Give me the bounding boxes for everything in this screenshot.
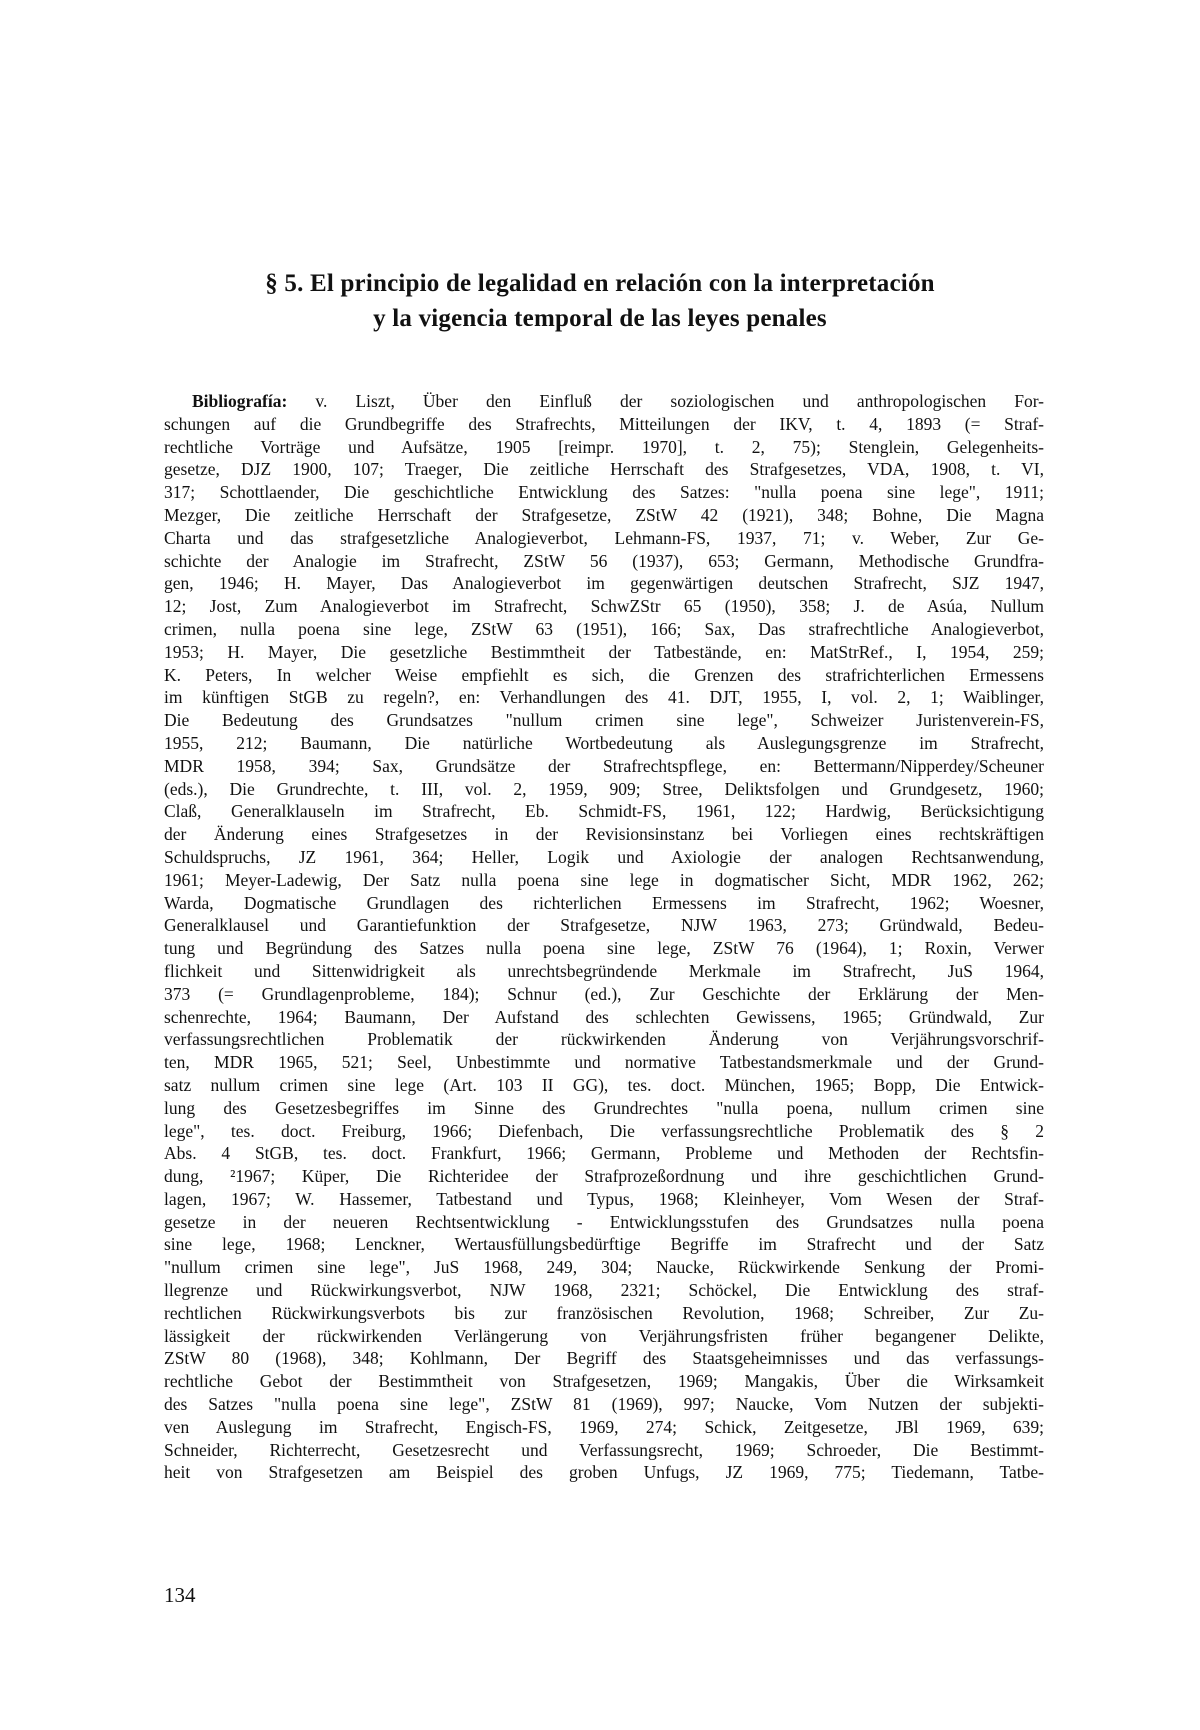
section-heading [150, 266, 1050, 336]
bibliography-line: Generalklausel und Garantiefunktion der Strafgesetze, NJW 1963, 273; Gründwald, Bedeu- [164, 915, 1044, 936]
bibliography-line: 1955, 212; Baumann, Die natürliche Wortbedeutung als Auslegungsgrenze im Strafrecht, [164, 732, 1044, 753]
bibliography-line: rechtliche Vorträge und Aufsätze, 1905 [reimpr. 1970], t. 2, 75); Stenglein, Gelegenheits- [164, 436, 1044, 457]
bibliography-line: 1953; H. Mayer, Die gesetzliche Bestimmtheit der Tatbestände, en: MatStrRef., I, 1954, 259; [164, 641, 1044, 662]
bibliography-paragraph [164, 390, 1044, 1484]
bibliography-line: K. Peters, In welcher Weise empfiehlt es sich, die Grenzen des strafrichterlichen Ermessens [164, 664, 1044, 685]
bibliography-line: satz nullum crimen sine lege (Art. 103 II GG), tes. doct. München, 1965; Bopp, Die Entwick- [164, 1074, 1044, 1095]
bibliography-line: Claß, Generalklauseln im Strafrecht, Eb. Schmidt-FS, 1961, 122; Hardwig, Berücksichtigung [164, 801, 1044, 822]
bibliography-line: crimen, nulla poena sine lege, ZStW 63 (1951), 166; Sax, Das strafrechtliche Analogieverbot, [164, 618, 1044, 639]
bibliography-line: llegrenze und Rückwirkungsverbot, NJW 1968, 2321; Schöckel, Die Entwicklung des straf- [164, 1280, 1044, 1301]
bibliography-line: gesetze in der neueren Rechtsentwicklung - Entwicklungsstufen des Grundsatzes nulla poena [164, 1211, 1044, 1232]
bibliography-line: Warda, Dogmatische Grundlagen des richterlichen Ermessens im Strafrecht, 1962; Woesner, [164, 892, 1044, 913]
bibliography-line: Mezger, Die zeitliche Herrschaft der Strafgesetze, ZStW 42 (1921), 348; Bohne, Die Magna [164, 504, 1044, 525]
bibliography-line: ten, MDR 1965, 521; Seel, Unbestimmte und normative Tatbestandsmerkmale und der Grund- [164, 1052, 1044, 1073]
bibliography-line: Schuldspruchs, JZ 1961, 364; Heller, Logik und Axiologie der analogen Rechtsanwendung, [164, 846, 1044, 867]
bibliography-label: Bibliografía: [192, 391, 288, 411]
bibliography-line: tung und Begründung des Satzes nulla poena sine lege, ZStW 76 (1964), 1; Roxin, Verwer [164, 938, 1044, 959]
bibliography-line: 12; Jost, Zum Analogieverbot im Strafrecht, SchwZStr 65 (1950), 358; J. de Asúa, Nullum [164, 596, 1044, 617]
bibliography-line: gesetze, DJZ 1900, 107; Traeger, Die zeitliche Herrschaft des Strafgesetzes, VDA, 1908, t. VI, [164, 459, 1044, 480]
bibliography-line: lege", tes. doct. Freiburg, 1966; Diefenbach, Die verfassungsrechtliche Problematik des § 2 [164, 1120, 1044, 1141]
bibliography-line: des Satzes "nulla poena sine lege", ZStW 81 (1969), 997; Naucke, Vom Nutzen der subjekti- [164, 1394, 1044, 1415]
bibliography-line: Die Bedeutung des Grundsatzes "nullum crimen sine lege", Schweizer Juristenverein-FS, [164, 710, 1044, 731]
bibliography-line: 373 (= Grundlagenprobleme, 184); Schnur (ed.), Zur Geschichte der Erklärung der Men- [164, 983, 1044, 1004]
bibliography-line: heit von Strafgesetzen am Beispiel des groben Unfugs, JZ 1969, 775; Tiedemann, Tatbe- [164, 1462, 1044, 1483]
bibliography-line: im künftigen StGB zu regeln?, en: Verhandlungen des 41. DJT, 1955, I, vol. 2, 1; Waiblinger, [164, 687, 1044, 708]
bibliography-line: (eds.), Die Grundrechte, t. III, vol. 2, 1959, 909; Stree, Deliktsfolgen und Grundgesetz, 1960; [164, 778, 1044, 799]
bibliography-line: schungen auf die Grundbegriffe des Strafrechts, Mitteilungen der IKV, t. 4, 1893 (= Straf- [164, 413, 1044, 434]
bibliography-line: schenrechte, 1964; Baumann, Der Aufstand des schlechten Gewissens, 1965; Gründwald, Zur [164, 1006, 1044, 1027]
bibliography-line: Schneider, Richterrecht, Gesetzesrecht und Verfassungsrecht, 1969; Schroeder, Die Bestimmt- [164, 1439, 1044, 1460]
bibliography-line: flichkeit und Sittenwidrigkeit als unrechtsbegründende Merkmale im Strafrecht, JuS 1964, [164, 960, 1044, 981]
bibliography-line [164, 390, 1044, 413]
bibliography-line: sine lege, 1968; Lenckner, Wertausfüllungsbedürftige Begriffe im Strafrecht und der Satz [164, 1234, 1044, 1255]
bibliography-line: dung, ²1967; Küper, Die Richteridee der Strafprozeßordnung und ihre geschichtlichen Grund- [164, 1166, 1044, 1187]
bibliography-line: schichte der Analogie im Strafrecht, ZStW 56 (1937), 653; Germann, Methodische Grundfra- [164, 550, 1044, 571]
bibliography-line-text: v. Liszt, Über den Einfluß der soziologischen und anthropologischen For- [287, 391, 1044, 411]
bibliography-line: lässigkeit der rückwirkenden Verlängerung von Verjährungsfristen früher begangener Delikte, [164, 1325, 1044, 1346]
section-heading-line-1: § 5. El principio de legalidad en relación con la interpretación [265, 270, 935, 297]
bibliography-line: lagen, 1967; W. Hassemer, Tatbestand und Typus, 1968; Kleinheyer, Vom Wesen der Straf- [164, 1188, 1044, 1209]
section-heading-line-2: y la vigencia temporal de las leyes penales [373, 305, 827, 332]
bibliography-line: gen, 1946; H. Mayer, Das Analogieverbot im gegenwärtigen deutschen Strafrecht, SJZ 1947, [164, 573, 1044, 594]
bibliography-line: rechtliche Gebot der Bestimmtheit von Strafgesetzen, 1969; Mangakis, Über die Wirksamkeit [164, 1371, 1044, 1392]
bibliography-line: MDR 1958, 394; Sax, Grundsätze der Strafrechtspflege, en: Bettermann/Nipperdey/Scheuner [164, 755, 1044, 776]
bibliography-line: ZStW 80 (1968), 348; Kohlmann, Der Begriff des Staatsgeheimnisses und das verfassungs- [164, 1348, 1044, 1369]
bibliography-line: ven Auslegung im Strafrecht, Engisch-FS, 1969, 274; Schick, Zeitgesetze, JBl 1969, 639; [164, 1416, 1044, 1437]
bibliography-line: der Änderung eines Strafgesetzes in der Revisionsinstanz bei Vorliegen eines rechtskräftigen [164, 824, 1044, 845]
page-number: 134 [164, 1583, 196, 1607]
bibliography-line: verfassungsrechtlichen Problematik der rückwirkenden Änderung von Verjährungsvorschrif- [164, 1029, 1044, 1050]
bibliography-line: Charta und das strafgesetzliche Analogieverbot, Lehmann-FS, 1937, 71; v. Weber, Zur Ge- [164, 527, 1044, 548]
bibliography-line: 317; Schottlaender, Die geschichtliche Entwicklung des Satzes: "nulla poena sine lege", 1911; [164, 482, 1044, 503]
bibliography-line: 1961; Meyer-Ladewig, Der Satz nulla poena sine lege in dogmatischer Sicht, MDR 1962, 262; [164, 869, 1044, 890]
bibliography-line: Abs. 4 StGB, tes. doct. Frankfurt, 1966; Germann, Probleme und Methoden der Rechtsfin- [164, 1143, 1044, 1164]
bibliography-line: rechtlichen Rückwirkungsverbots bis zur französischen Revolution, 1968; Schreiber, Zur Zu- [164, 1302, 1044, 1323]
bibliography-line: "nullum crimen sine lege", JuS 1968, 249, 304; Naucke, Rückwirkende Senkung der Promi- [164, 1257, 1044, 1278]
bibliography-line: lung des Gesetzesbegriffes im Sinne des Grundrechtes "nulla poena, nullum crimen sine [164, 1097, 1044, 1118]
